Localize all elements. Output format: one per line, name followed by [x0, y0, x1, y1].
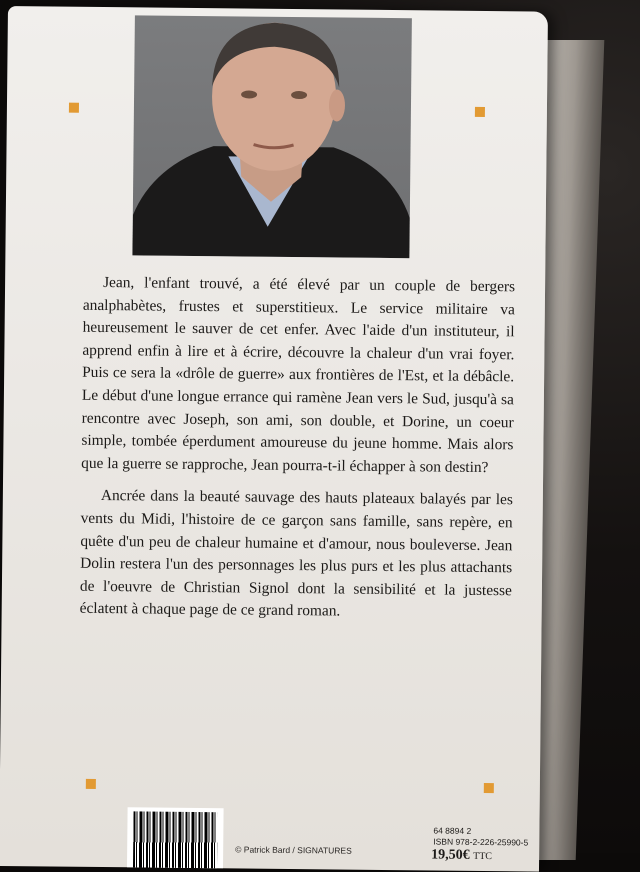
accent-square-bottom-right — [484, 783, 494, 793]
accent-square-top-right — [475, 107, 485, 117]
accent-square-top-left — [69, 103, 79, 113]
author-portrait-icon — [132, 15, 411, 258]
product-code: 64 8894 2 — [433, 825, 472, 836]
author-portrait — [132, 15, 411, 258]
isbn-number: ISBN 978-2-226-25990-5 — [433, 836, 529, 848]
photo-credit: © Patrick Bard / SIGNATURES — [235, 844, 352, 856]
price-value: 19,50€ — [431, 847, 470, 863]
summary-paragraph: Jean, l'enfant trouvé, a été élevé par un couple de bergers analphabètes, frustes et superstitieux. Le service militaire va heureusement le sauver de cet enfer. Avec l'aide d'un instituteur, il apprend enfin à lire et à écrire, découvre la chaleur d'un vrai foyer. Puis ce sera la «drôle de guerre» aux frontières de l'Est, et la débâcle. Le début d'une longue errance qui ramène Jean vers le Sud, jusqu'à sa rencontre avec Joseph, son ami, son double, et Dorine, un coeur simple, tombée éperdument amoureuse du jeune homme. Mais alors que la guerre se rapproche, Jean pourra-t-il échapper à son destin? — [81, 274, 516, 476]
price-suffix: TTC — [473, 850, 493, 863]
appraisal-paragraph: Ancrée dans la beauté sauvage des hauts plateaux balayés par les vents du Midi, l'histoire de ce garçon sans famille, sans repère, en quête d'un peu de chaleur humaine et d'amour, nous bouleverse. Jean Dolin restera l'un des personnages les plus purs et les plus attachants de l'oeuvre de Christian Signol dont la sensibilité et la justesse éclatent à chaque page de ce grand roman. — [79, 487, 513, 620]
price-line — [431, 847, 528, 864]
back-cover-text — [79, 272, 515, 635]
isbn-block — [419, 825, 528, 864]
barcode-icon — [127, 807, 224, 868]
book-back-cover — [0, 6, 548, 872]
accent-square-bottom-left — [86, 779, 96, 789]
